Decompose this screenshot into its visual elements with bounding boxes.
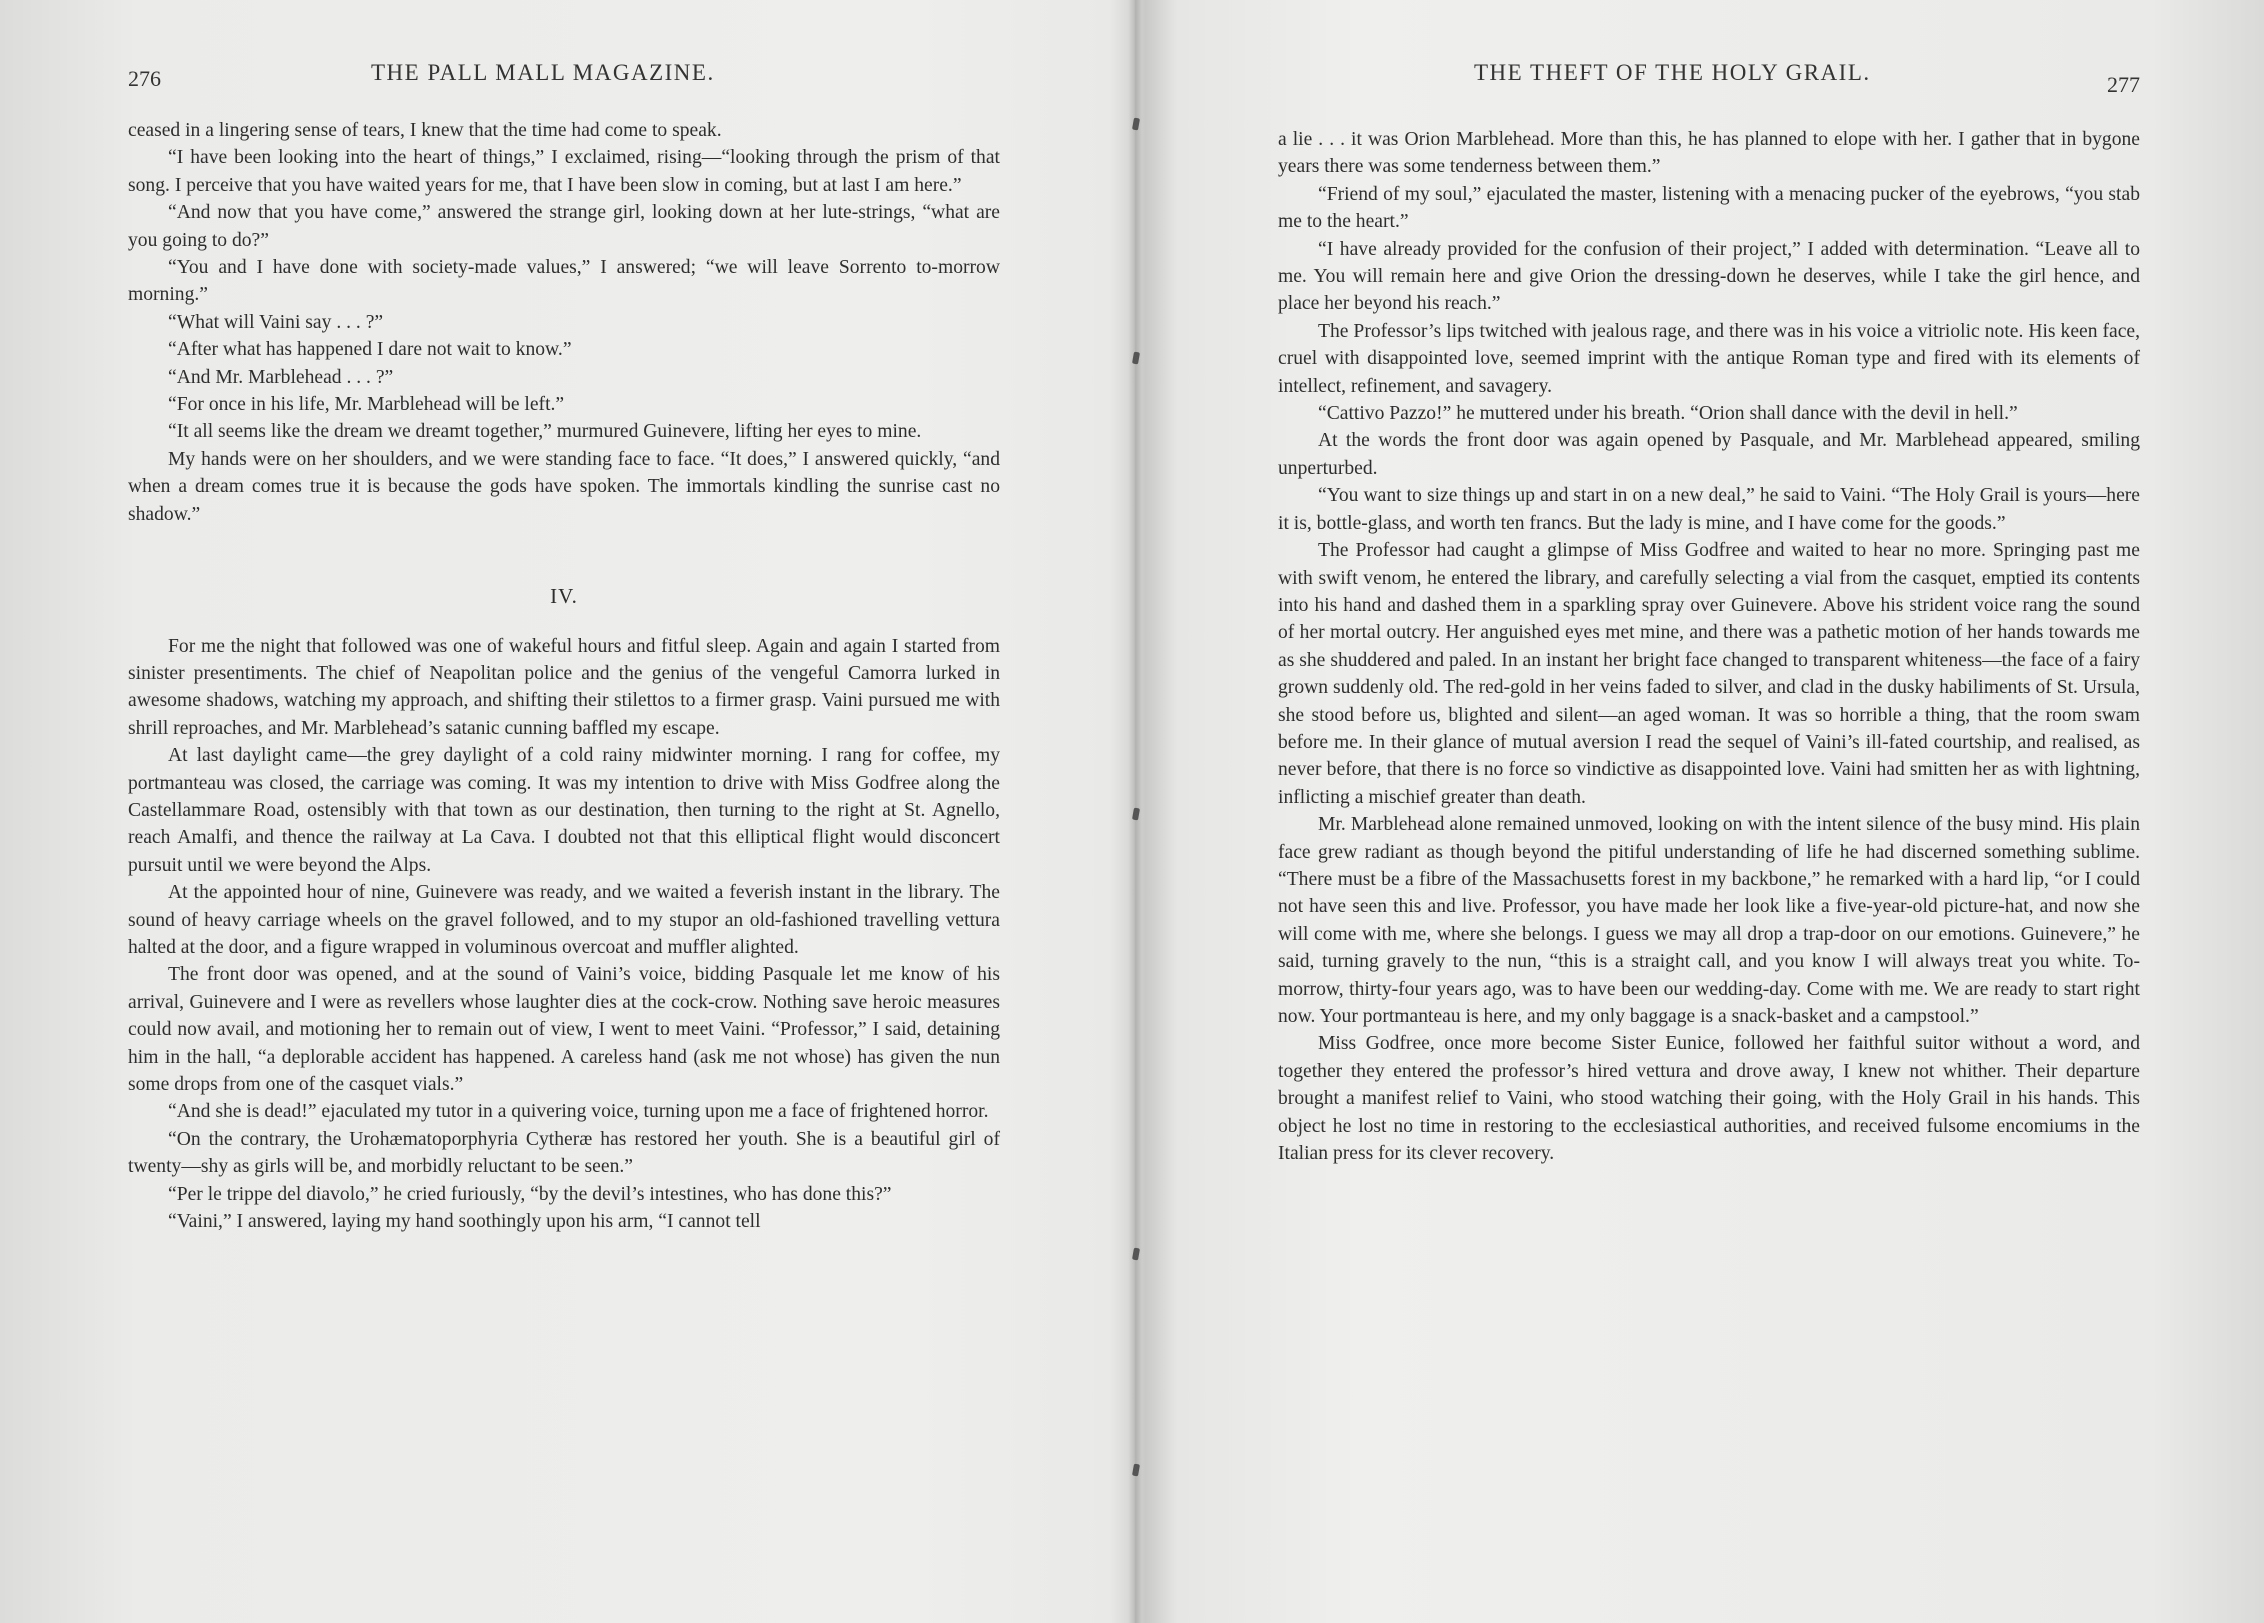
left-page-header xyxy=(128,60,1000,100)
paragraph: The Professor had caught a glimpse of Miss Godfree and waited to hear no more. Springing past me with swift venom, he entered the library, and carefully selecting a vial from the casquet, emptied its contents into his hand and dashed them in a sparkling spray over Guinevere. Above his strident voice rang the sound of her mortal outcry. Her anguished eyes met mine, and there was a pathetic motion of her hands towards me as she shuddered and paled. In an instant her bright face changed to transparent whiteness—the face of a fairy grown suddenly old. The red-gold in her veins faded to silver, and clad in the dusky habiliments of St. Ursula, she stood before us, blighted and silent—an aged woman. It was so horrible a thing, that the room swam before me. In their glance of mutual aversion I read the sequel of Vaini’s ill-fated courtship, and realised, as never before, that there is no force so vindictive as disappointed love. Vaini had smitten her as with lightning, inflicting a mischief greater than death. xyxy=(1278,540,2140,808)
paragraph: For me the night that followed was one of wakeful hours and fitful sleep. Again and again I started from sinister presentiments. The chief of Neapolitan police and the genius of the vengeful Camorra lurked in awesome shadows, watching my approach, and shifting their stilettos to a firmer grasp. Vaini pursued me with shrill reproaches, and Mr. Marblehead’s satanic cunning baffled my escape. xyxy=(128,635,1000,739)
right-page-body xyxy=(1278,126,2140,1167)
paragraph: “And now that you have come,” answered the strange girl, looking down at her lute-strings, “what are you going to do?” xyxy=(128,202,1000,251)
left-page xyxy=(128,0,1000,1623)
paragraph: “You want to size things up and start in on a new deal,” he said to Vaini. “The Holy Grail is yours—here it is, bottle-glass, and worth ten francs. But the lady is mine, and I have come for the goods.” xyxy=(1278,485,2140,534)
paragraph: At last daylight came—the grey daylight of a cold rainy midwinter morning. I rang for coffee, my portmanteau was closed, the carriage was coming. It was my intention to drive with Miss Godfree along the Castellammare Road, ostensibly with that town as our destination, then turning to the right at St. Agnello, reach Amalfi, and thence the railway at La Cava. I doubted not that this elliptical flight would disconcert pursuit until we were beyond the Alps. xyxy=(128,745,1000,876)
paragraph: “And Mr. Marblehead . . . ?” xyxy=(168,366,394,388)
right-page xyxy=(1278,0,2140,1623)
paragraph: ceased in a lingering sense of tears, I knew that the time had come to speak. xyxy=(128,120,722,141)
running-head: THE PALL MALL MAGAZINE. xyxy=(371,60,715,85)
paragraph: My hands were on her shoulders, and we were standing face to face. “It does,” I answered quickly, “and when a dream comes true it is because the gods have spoken. The immortals kindling the sunrise cast no shadow.” xyxy=(128,448,1000,525)
running-head: THE THEFT OF THE HOLY GRAIL. xyxy=(1474,60,1871,85)
paragraph: “And she is dead!” ejaculated my tutor in a quivering voice, turning upon me a face of frightened horror. xyxy=(168,1101,989,1123)
paragraph: “Friend of my soul,” ejaculated the master, listening with a menacing pucker of the eyebrows, “you stab me to the heart.” xyxy=(1278,183,2140,233)
paragraph: The Professor’s lips twitched with jealous rage, and there was in his voice a vitriolic note. His keen face, cruel with disappointed love, seemed imprint with the antique Roman type and fired with its elements of intellect, refinement, and savagery. xyxy=(1278,320,2140,397)
paragraph: At the appointed hour of nine, Guinevere was ready, and we waited a feverish instant in the library. The sound of heavy carriage wheels on the gravel followed, and to my stupor an old-fashioned travelling vettura halted at the door, and a figure wrapped in voluminous overcoat and muffler alighted. xyxy=(128,882,1000,958)
left-page-body xyxy=(128,117,1000,1235)
paragraph: The front door was opened, and at the sound of Vaini’s voice, bidding Pasquale let me know of his arrival, Guinevere and I were as revellers whose laughter dies at the cock-crow. Nothing save heroic measures could now avail, and motioning her to remain out of view, I went to meet Vaini. “Professor,” I said, detaining him in the hall, “a deplorable accident has happened. A careless hand (ask me not whose) has given the nun some drops from one of the casquet vials.” xyxy=(128,964,1000,1095)
paragraph: a lie . . . it was Orion Marblehead. More than this, he has planned to elope with her. I gather that in bygone years there was some tenderness between them.” xyxy=(1278,129,2140,178)
right-page-header xyxy=(1278,60,2140,100)
paragraph: “I have already provided for the confusion of their project,” I added with determination. “Leave all to me. You will remain here and give Orion the dressing-down he deserves, while I take the girl hence, and place her beyond his reach.” xyxy=(1278,238,2140,315)
page-number: 276 xyxy=(128,66,161,91)
paragraph: “Per le trippe del diavolo,” he cried furiously, “by the devil’s intestines, who has done this?” xyxy=(168,1183,892,1205)
paragraph: “Cattivo Pazzo!” he muttered under his breath. “Orion shall dance with the devil in hell.” xyxy=(1318,403,2018,425)
paragraph: “Vaini,” I answered, laying my hand soothingly upon his arm, “I cannot tell xyxy=(168,1211,761,1233)
paragraph: “I have been looking into the heart of things,” I exclaimed, rising—“looking through the prism of that song. I perceive that you have waited years for me, that I have been slow in coming, but at last I am here.” xyxy=(128,147,1000,196)
paragraph: “What will Vaini say . . . ?” xyxy=(168,311,384,333)
paragraph: “You and I have done with society-made values,” I answered; “we will leave Sorrento to-morrow morning.” xyxy=(128,257,1000,306)
paragraph: “For once in his life, Mr. Marblehead will be left.” xyxy=(168,394,565,416)
paragraph: At the words the front door was again opened by Pasquale, and Mr. Marblehead appeared, smiling unperturbed. xyxy=(1278,430,2140,479)
paragraph: Mr. Marblehead alone remained unmoved, looking on with the intent silence of the busy mind. His plain face grew radiant as though beyond the pitiful understanding of life he had discerned something sublime. “There must be a fibre of the Massachusetts forest in my backbone,” he remarked with a hard lip, “or I could not have seen this and live. Professor, you have made her look like a five-year-old picture-hat, and now she will come with me, where she belongs. I guess we may all drop a trap-door on our emotions. Guinevere,” he said, turning gravely to the nun, “this is a straight call, and you know I will always treat you white. To-morrow, thirty-four years ago, was to have been our wedding-day. Come with me. We are ready to start right now. Your portmanteau is here, and my only baggage is a snack-basket and a campstool.” xyxy=(1278,814,2140,1027)
paragraph: “After what has happened I dare not wait to know.” xyxy=(168,339,572,361)
paragraph: Miss Godfree, once more become Sister Eunice, followed her faithful suitor without a word, and together they entered the professor’s hired vettura and drove away, I knew not whither. Their departure brought a manifest relief to Vaini, who stood watching their going, with the Holy Grail in his hands. This object he lost no time in restoring to the ecclesiastical authorities, and received fulsome encomiums in the Italian press for its clever recovery. xyxy=(1278,1033,2140,1165)
paragraph: “It all seems like the dream we dreamt together,” murmured Guinevere, lifting her eyes to mine. xyxy=(168,421,922,443)
page-number: 277 xyxy=(2107,72,2140,97)
section-heading: IV. xyxy=(550,584,578,609)
paragraph: “On the contrary, the Urohæmatoporphyria Cytheræ has restored her youth. She is a beautiful girl of twenty—shy as girls will be, and morbidly reluctant to be seen.” xyxy=(128,1128,1000,1178)
